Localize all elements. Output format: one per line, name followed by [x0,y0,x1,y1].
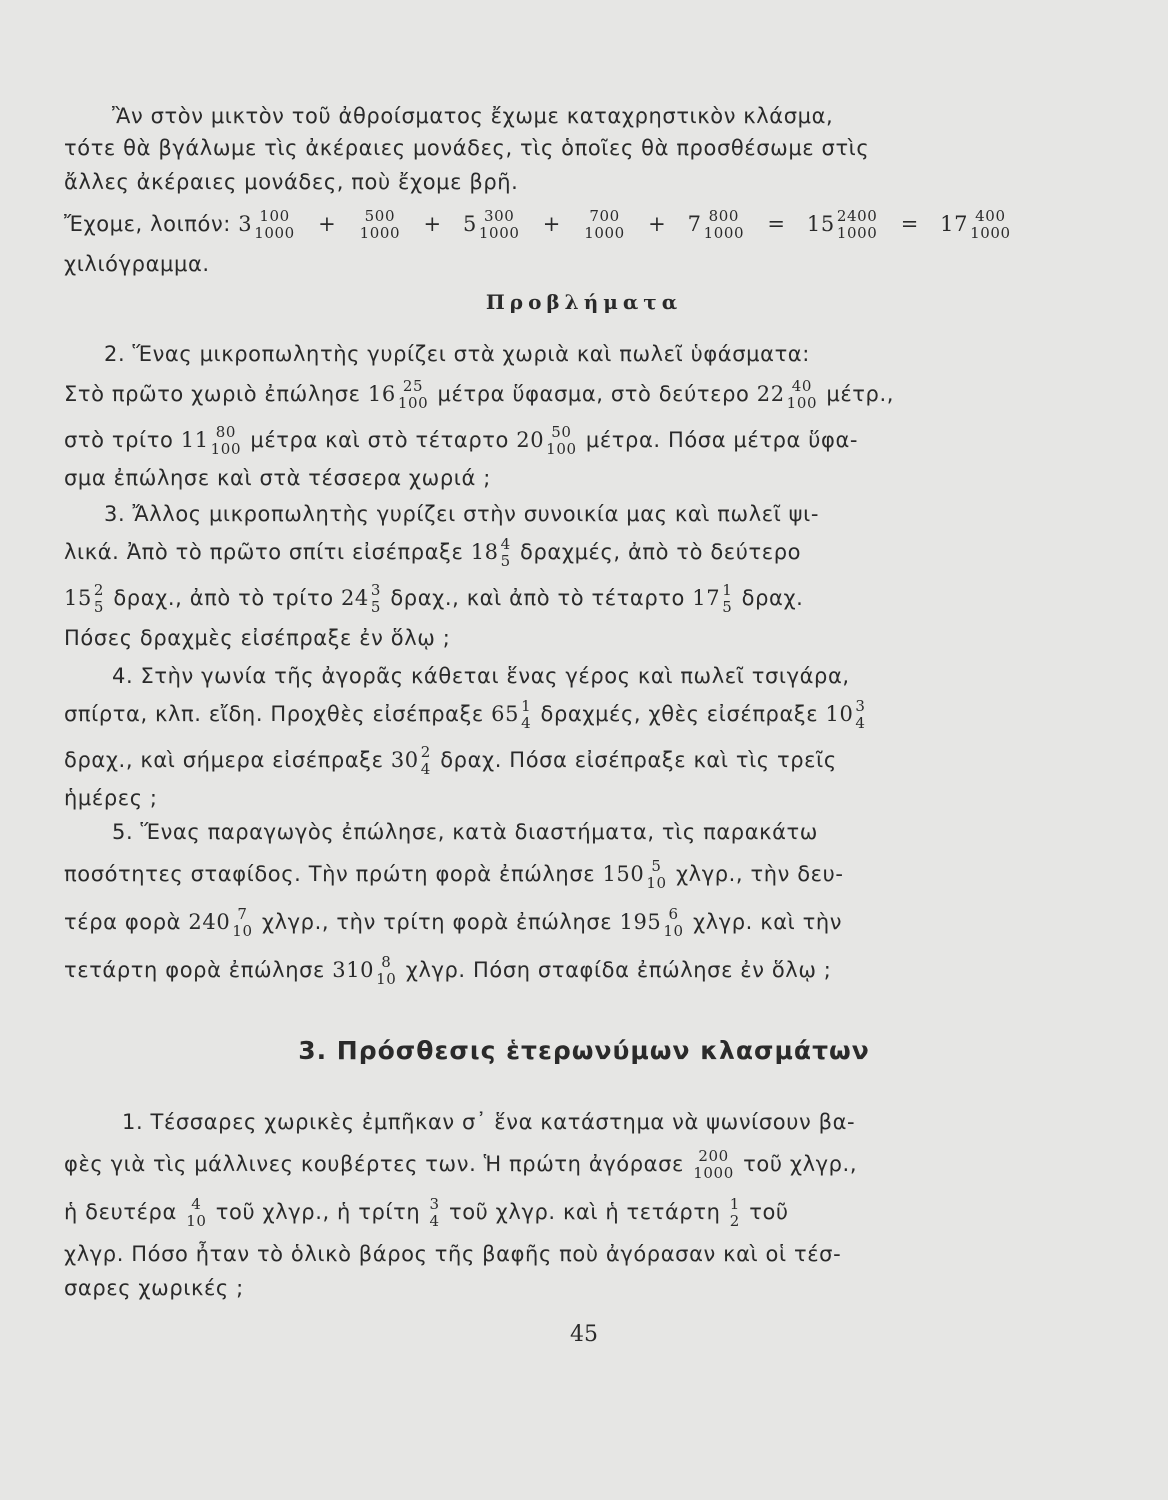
section-problem-1-line-3: ἡ δευτέρα 4 10 τοῦ χλγρ., ἡ τρίτη 3 4 τοῦ χλγρ. καὶ ἡ τετάρτη 1 2 τοῦ [64,1195,789,1230]
problem-3-line-1: 3. Ἄλλος μικροπωλητὴς γυρίζει στὴν συνοικία μας καὶ πωλεῖ ψι- [104,502,820,526]
problem-5-line-4: τετάρτη φορὰ ἐπώλησε 310 8 10 χλγρ. Πόση σταφίδα ἐπώλησε ἐν ὅλῳ ; [64,953,832,988]
section-problem-1-line-2: φὲς γιὰ τὶς μάλλινες κουβέρτες των. Ἡ πρώτη ἀγόρασε 200 1000 τοῦ χλγρ., [64,1147,858,1182]
intro-line-1: Ἂν στὸν μικτὸν τοῦ ἀθροίσματος ἔχωμε καταχρηστικὸν κλάσμα, [112,104,834,128]
section-title: 3. Πρόσθεσις ἑτερωνύμων κλασμάτων [298,1036,870,1065]
fraction: 2 5 [93,581,105,616]
eq-term-5-fraction: 800 1000 [703,207,745,242]
fraction: 5 10 [646,857,667,892]
page-number: 45 [570,1322,598,1347]
problem-4-line-4: ἡμέρες ; [64,786,158,810]
fraction: 4 10 [186,1195,207,1230]
eq-term-5-whole: 7 [687,212,702,236]
fraction: 200 1000 [693,1147,734,1182]
fraction: 2 4 [420,743,431,778]
eq-term-2-fraction: 500 1000 [359,207,401,242]
eq-term-3-whole: 5 [462,212,477,236]
fraction: 3 4 [855,697,866,732]
fraction: 1 2 [729,1195,740,1230]
fraction: 6 10 [663,905,684,940]
problem-2-line-4: σμα ἐπώλησε καὶ στὰ τέσσερα χωριά ; [64,466,491,490]
fraction: 3 5 [370,581,382,616]
eq-result-1-whole: 15 [806,212,835,236]
equation-prefix: Ἔχομε, λοιπόν: [64,212,231,236]
section-problem-1-line-1: 1. Τέσσαρες χωρικὲς ἐμπῆκαν σ᾿ ἕνα κατάστημα νὰ ψωνίσουν βα- [122,1110,856,1134]
problem-2-line-3: στὸ τρίτο 11 80 100 μέτρα καὶ στὸ τέταρτο 20 50 100 μέτρα. Πόσα μέτρα ὕφα- [64,423,859,458]
fraction: 25 100 [397,377,429,412]
fraction: 7 10 [232,905,253,940]
problems-heading: Προβλήματα [485,290,683,314]
eq-term-1-fraction: 100 1000 [254,207,295,242]
problem-2-line-2: Στὸ πρῶτο χωριὸ ἐπώλησε 16 25 100 μέτρα ὕφασμα, στὸ δεύτερο 22 40 100 μέτρ., [64,377,895,412]
eq-term-3-fraction: 300 1000 [478,207,520,242]
equation-suffix: χιλιόγραμμα. [64,252,210,276]
fraction: 4 5 [500,535,511,570]
problem-4-line-1: 4. Στὴν γωνία τῆς ἀγορᾶς κάθεται ἕνας γέρος καὶ πωλεῖ τσιγάρα, [112,664,850,688]
fraction: 1 4 [521,697,532,732]
fraction: 80 100 [210,423,242,458]
fraction: 3 4 [429,1195,440,1230]
problem-4-line-2: σπίρτα, κλπ. εἴδη. Προχθὲς εἰσέπραξε 65 1 4 δραχμές, χθὲς εἰσέπραξε 10 3 4 [64,697,866,732]
problem-3-line-4: Πόσες δραχμὲς εἰσέπραξε ἐν ὅλῳ ; [64,626,451,650]
fraction: 40 100 [786,377,818,412]
problem-4-line-3: δραχ., καὶ σήμερα εἰσέπραξε 30 2 4 δραχ. Πόσα εἰσέπραξε καὶ τὶς τρεῖς [64,743,837,778]
eq-term-1-whole: 3 [238,212,253,236]
intro-line-3: ἄλλες ἀκέραιες μονάδες, ποὺ ἔχομε βρῆ. [64,170,519,194]
problem-5-line-1: 5. Ἕνας παραγωγὸς ἐπώλησε, κατὰ διαστήματα, τὶς παρακάτω [112,820,818,844]
problem-5-line-2: ποσότητες σταφίδος. Τὴν πρώτη φορὰ ἐπώλησε 150 5 10 χλγρ., τὴν δευ- [64,857,844,892]
problem-3-line-3: 15 2 5 δραχ., ἀπὸ τὸ τρίτο 24 3 5 δραχ., καὶ ἀπὸ τὸ τέταρτο 17 1 5 δραχ. [64,581,804,616]
section-problem-1-line-4: χλγρ. Πόσο ἦταν τὸ ὁλικὸ βάρος τῆς βαφῆς ποὺ ἀγόρασαν καὶ οἱ τέσ- [64,1242,842,1266]
intro-line-2: τότε θὰ βγάλωμε τὶς ἀκέραιες μονάδες, τὶς ὁποῖες θὰ προσθέσωμε στὶς [64,136,870,160]
problem-2-line-1: 2. Ἕνας μικροπωλητὴς γυρίζει στὰ χωριὰ καὶ πωλεῖ ὑφάσματα: [104,342,810,366]
eq-result-1-fraction: 2400 1000 [836,207,878,242]
problem-3-line-2: λικά. Ἀπὸ τὸ πρῶτο σπίτι εἰσέπραξε 18 4 5 δραχμές, ἀπὸ τὸ δεύτερο [64,535,802,570]
fraction: 8 10 [376,953,397,988]
fraction: 1 5 [722,581,733,616]
problem-5-line-3: τέρα φορὰ 240 7 10 χλγρ., τὴν τρίτη φορὰ ἐπώλησε 195 6 10 χλγρ. καὶ τὴν [64,905,843,940]
section-problem-1-line-5: σαρες χωρικές ; [64,1276,244,1300]
eq-term-4-fraction: 700 1000 [584,207,625,242]
eq-result-2-fraction: 400 1000 [970,207,1011,242]
eq-result-2-whole: 17 [940,212,969,236]
fraction: 50 100 [546,423,577,458]
intro-equation: Ἔχομε, λοιπόν: 3 100 1000 + 500 1000 + 5 300 1000 + 700 1000 + 7 800 1000 = 15 2400 1000 = 17 400 1000 [64,207,1011,242]
